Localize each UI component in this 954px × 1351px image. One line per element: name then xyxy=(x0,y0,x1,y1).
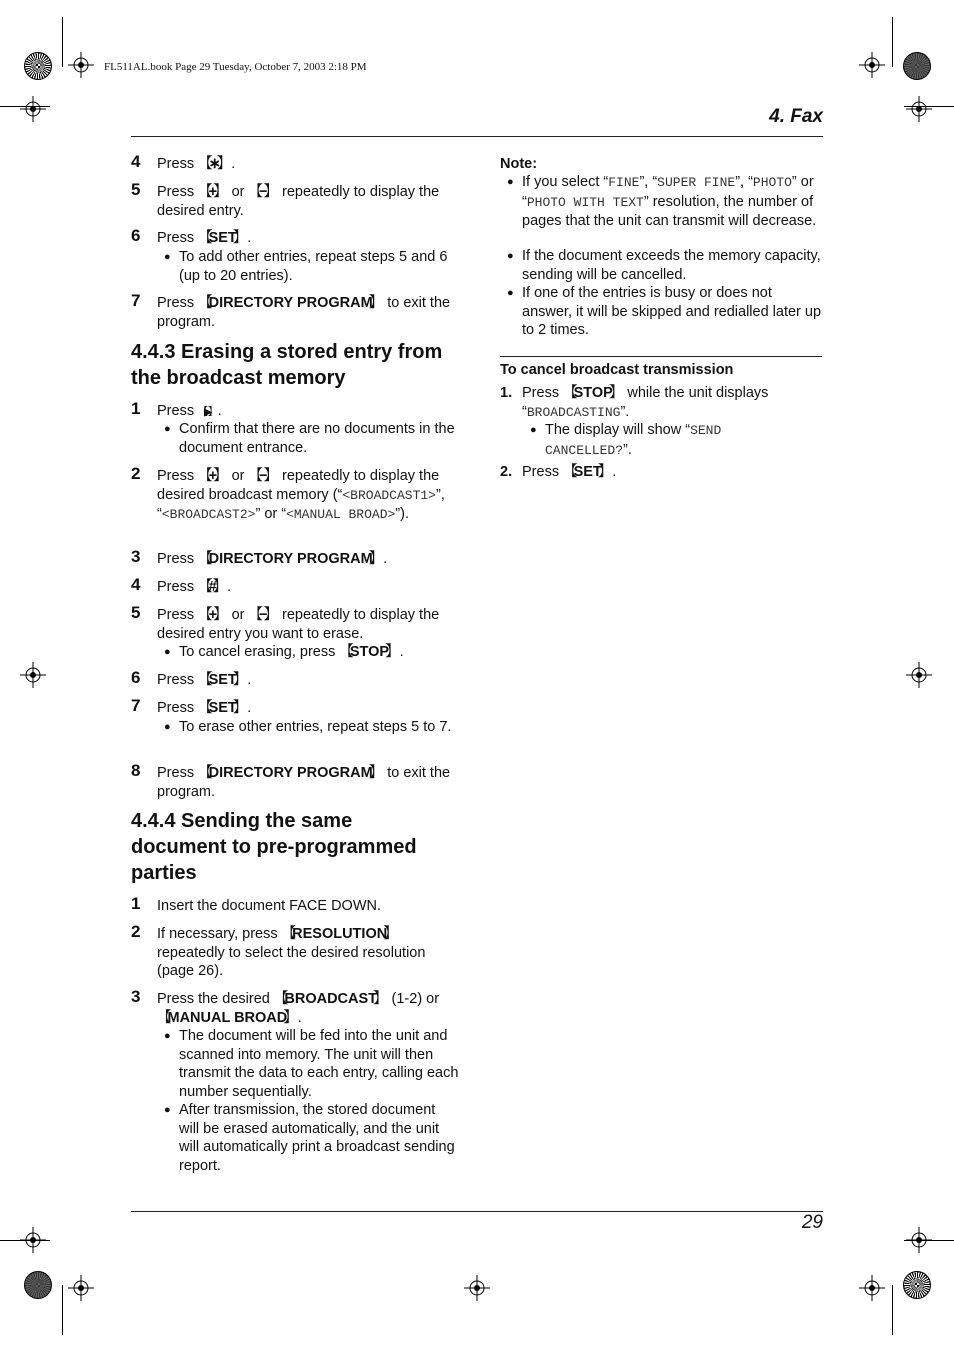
section-heading: 4.4.3 Erasing a stored entry from the broadcast memory xyxy=(131,341,443,389)
registration-mark-icon xyxy=(68,1275,94,1301)
bullet-item: ● The document will be fed into the unit and scanned into memory. The unit will then transmit the data to each entry, calling each number sequentially. xyxy=(164,1028,459,1100)
bullet-item: ● To erase other entries, repeat steps 5 to 7. xyxy=(164,719,452,735)
section-heading: 4.4.4 Sending the same document to pre-programmed parties xyxy=(131,810,417,884)
color-rosette-icon xyxy=(24,1271,52,1299)
section-title: 4. Fax xyxy=(769,106,823,127)
key-star: 【 ∗ 】 xyxy=(198,156,231,172)
key-set: 【 SET 】 xyxy=(198,700,247,716)
registration-mark-icon xyxy=(906,662,932,688)
key-right-arrow: 【 ▶ 】 xyxy=(198,407,218,418)
note-item: ● If the document exceeds the memory capacity, sending will be cancelled. xyxy=(507,248,821,283)
key-broadcast: 【 BROADCAST 】 xyxy=(274,991,388,1007)
step: 3 Press 【 DIRECTORY PROGRAM 】 . xyxy=(157,550,457,569)
bullet-item: ● After transmission, the stored document will be erased automatically, and the unit will automatically print a broadcast sending report. xyxy=(164,1102,455,1174)
key-plus: 【 + 】 xyxy=(198,468,227,484)
key-directory-program: 【 DIRECTORY PROGRAM 】 xyxy=(198,551,383,567)
key-stop: 【 STOP 】 xyxy=(563,385,623,401)
registration-mark-icon xyxy=(464,1275,490,1301)
key-set: 【 SET 】 xyxy=(563,464,612,480)
step: 5 Press 【 + 】 or 【 − 】 repeatedly to display the desired entry you want to erase. xyxy=(157,606,457,643)
key-directory-program: 【 DIRECTORY PROGRAM 】 xyxy=(198,295,383,311)
subsection-rule xyxy=(500,356,822,357)
bullet-item: ● The display will show “SEND CANCELLED?”. xyxy=(530,422,722,458)
step: 1 Insert the document FACE DOWN. xyxy=(131,894,382,914)
key-minus: 【 − 】 xyxy=(249,468,278,484)
bullet-item: ● To cancel erasing, press 【 STOP 】 . xyxy=(179,643,459,662)
note-item: ● If one of the entries is busy or does not answer, it will be skipped and redialled later up to 2 times. xyxy=(507,285,822,338)
step: 2 If necessary, press 【 RESOLUTION 】 repeatedly to select the desired resolution (page 26). xyxy=(157,925,457,981)
color-rosette-icon xyxy=(903,1271,931,1299)
step: 3 Press the desired 【 BROADCAST 】 (1-2) or 【 MANUAL BROAD 】 . xyxy=(157,990,457,1027)
header-rule xyxy=(131,136,823,137)
step: 1 Press 【 ▶ 】 . xyxy=(157,402,457,423)
page-number: 29 xyxy=(801,1212,823,1233)
step: 6 Press 【 SET 】 . xyxy=(157,229,457,248)
footer-rule xyxy=(131,1211,823,1212)
registration-mark-icon xyxy=(20,96,46,122)
registration-mark-icon xyxy=(20,1227,46,1253)
color-rosette-icon xyxy=(903,52,931,80)
note-title: Note: xyxy=(500,156,538,172)
color-rosette-icon xyxy=(24,52,52,80)
step: 4 Press 【 ∗ 】 . xyxy=(157,155,457,174)
key-set: 【 SET 】 xyxy=(198,672,247,688)
file-info: FL511AL.book Page 29 Tuesday, October 7, 2003 2:18 PM xyxy=(104,61,367,73)
key-directory-program: 【 DIRECTORY PROGRAM 】 xyxy=(198,765,383,781)
cancel-step: 2. Press 【 SET 】 . xyxy=(522,463,822,482)
step: 7 Press 【 SET 】 . xyxy=(157,699,457,718)
key-minus: 【 − 】 xyxy=(249,607,278,623)
registration-mark-icon xyxy=(68,52,94,78)
key-manual-broad: 【 MANUAL BROAD 】 xyxy=(157,1010,298,1026)
registration-mark-icon xyxy=(906,1227,932,1253)
key-hash: 【 # 】 xyxy=(198,579,227,595)
step: 2 Press 【 + 】 or 【 − 】 repeatedly to display the desired broadcast memory (“<BROADCAST1>”, “<BROADCAST2>” or “<MANUAL BROAD>”). xyxy=(157,467,457,525)
key-set: 【 SET 】 xyxy=(198,230,247,246)
cancel-title: To cancel broadcast transmission xyxy=(500,362,734,378)
bullet-item: ● Confirm that there are no documents in the document entrance. xyxy=(164,421,455,456)
registration-mark-icon xyxy=(906,96,932,122)
step: 5 Press 【 + 】 or 【 − 】 repeatedly to display the desired entry. xyxy=(157,183,457,220)
key-resolution: 【 RESOLUTION 】 xyxy=(282,926,398,942)
cancel-step: 1. Press 【 STOP 】 while the unit displays “BROADCASTING”. xyxy=(522,384,822,422)
step: 7 Press 【 DIRECTORY PROGRAM 】 to exit the program. xyxy=(157,294,457,331)
bullet-item: ● To add other entries, repeat steps 5 and 6 (up to 20 entries). xyxy=(164,249,448,284)
registration-mark-icon xyxy=(859,1275,885,1301)
step: 6 Press 【 SET 】 . xyxy=(157,671,457,690)
step: 4 Press 【 # 】 . xyxy=(157,578,457,597)
registration-mark-icon xyxy=(20,662,46,688)
note-item: ● If you select “FINE”, “SUPER FINE”, “PHOTO” or “PHOTO WITH TEXT” resolution, the number of pages that the unit can transmit will decrease. xyxy=(507,174,817,229)
key-plus: 【 + 】 xyxy=(198,607,227,623)
step: 8 Press 【 DIRECTORY PROGRAM 】 to exit the program. xyxy=(157,764,457,801)
key-plus: 【 + 】 xyxy=(198,184,227,200)
key-minus: 【 − 】 xyxy=(249,184,278,200)
registration-mark-icon xyxy=(859,52,885,78)
key-stop: 【 STOP 】 xyxy=(339,644,399,660)
